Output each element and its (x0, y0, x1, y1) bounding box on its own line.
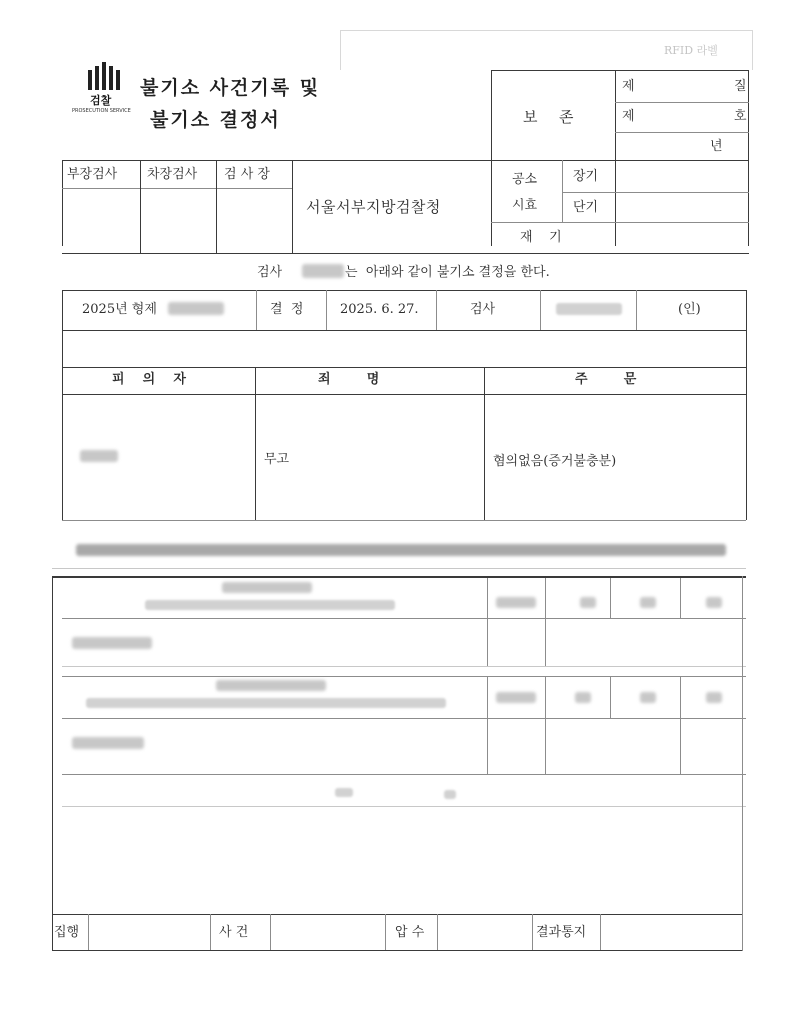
case-number-prefix: 2025년 형제 (82, 302, 157, 317)
footer-col2 (210, 914, 211, 950)
main-table-header-bottom (62, 394, 746, 395)
redacted-col-e (487, 676, 488, 774)
preservation-label: 보 존 (523, 108, 575, 126)
redacted-rule-7 (62, 806, 746, 807)
preservation-top (491, 70, 749, 71)
approval-col2 (216, 160, 217, 253)
case-row-bottom (62, 330, 746, 331)
case-row-top (62, 290, 746, 291)
footer-col7 (600, 914, 601, 950)
footer-bottom (52, 950, 742, 951)
approval-col1 (140, 160, 141, 253)
footer-notice-label: 결과통지 (536, 925, 587, 940)
suspect-name-redacted (80, 450, 118, 462)
footer-col3 (270, 914, 271, 950)
approval-top (62, 160, 749, 161)
case-col1 (256, 290, 257, 330)
form-left-border (62, 160, 63, 246)
footer-top (52, 914, 742, 915)
header-disposition: 주 문 (575, 372, 637, 387)
decision-date: 2025. 6. 27. (340, 302, 419, 317)
statute-label-2: 시효 (512, 198, 538, 213)
footer-seizure-label: 압 수 (395, 925, 425, 940)
redacted-rule-3 (62, 666, 746, 667)
case-number-redacted (168, 302, 224, 315)
decision-label: 결 정 (270, 302, 304, 317)
redacted-header-d (86, 698, 446, 708)
preservation-year-unit: 년 (710, 139, 723, 154)
redacted-cell-6 (575, 692, 591, 703)
footer-col6 (532, 914, 533, 950)
statute-row2 (491, 222, 749, 223)
decision-statement: 는 아래와 같이 불기소 결정을 한다. (345, 265, 550, 280)
redacted-cell-5 (496, 692, 536, 703)
redacted-footnote-a (335, 788, 353, 797)
case-right-border (746, 290, 747, 520)
redacted-cell-1 (496, 597, 536, 608)
redacted-col-f (545, 676, 546, 774)
redacted-header-a (222, 582, 312, 593)
redacted-rule-5 (62, 718, 746, 719)
approval-col3 (292, 160, 293, 253)
preservation-row1 (615, 102, 749, 103)
redacted-item-1 (72, 637, 152, 649)
disposition-value: 혐의없음(증거불충분) (493, 454, 617, 469)
preservation-number-unit: 호 (734, 109, 747, 124)
case-col3 (436, 290, 437, 330)
preservation-row2 (615, 132, 749, 133)
body-right-border (742, 576, 743, 951)
prosecutor-signature-redacted (556, 303, 622, 315)
charge-value: 무고 (264, 452, 290, 467)
prosecutor-label: 검사 (470, 302, 496, 317)
redacted-cell-7 (640, 692, 656, 703)
document-title-line2: 불기소 결정서 (150, 109, 281, 131)
preservation-volume-unit: 질 (734, 79, 747, 94)
preservation-number-label: 제 (622, 109, 635, 124)
footer-execution-label: 집행 (54, 925, 80, 940)
logo-subtitle: PROSECUTION SERVICE (72, 108, 131, 114)
form-right-border (748, 70, 749, 246)
redacted-rule-4 (62, 676, 746, 677)
redacted-col-d (680, 578, 681, 618)
main-table-bottom (62, 520, 746, 521)
statute-row1 (562, 192, 749, 193)
decision-prefix: 검사 (257, 265, 283, 280)
redacted-cell-8 (706, 692, 722, 703)
redacted-header-b (145, 600, 395, 610)
statute-long-label: 장기 (573, 169, 599, 184)
recount-label: 재 기 (520, 230, 562, 245)
approval-header-bottom (62, 188, 292, 189)
footer-col4 (385, 914, 386, 950)
preservation-divider (615, 70, 616, 246)
approval-header-head: 검 사 장 (224, 167, 270, 182)
redacted-summary-line (76, 544, 726, 556)
redacted-header-c (216, 680, 326, 691)
pillars-icon (84, 62, 128, 90)
footer-col1 (88, 914, 89, 950)
header-suspect: 피 의 자 (112, 372, 186, 387)
statute-label-1: 공소 (512, 172, 538, 187)
approval-bottom (62, 253, 749, 254)
office-name: 서울서부지방검찰청 (306, 198, 441, 216)
main-table-col1 (255, 367, 256, 520)
document-title-line1: 불기소 사건기록 및 (140, 77, 321, 99)
redacted-footnote-b (444, 790, 456, 799)
rfid-label: RFID 라벨 (664, 44, 718, 57)
seal-mark: (인) (678, 302, 701, 317)
redacted-cell-2 (580, 597, 596, 608)
approval-header-deputy: 차장검사 (147, 167, 198, 182)
prosecutor-name-redacted (302, 264, 344, 278)
footer-case-label: 사 건 (219, 925, 249, 940)
main-table-col2 (484, 367, 485, 520)
redacted-section-top (52, 576, 746, 578)
redacted-cell-3 (640, 597, 656, 608)
redacted-col-a (487, 578, 488, 666)
prosecution-logo (72, 62, 131, 118)
case-left-border (62, 290, 63, 520)
footer-col5 (437, 914, 438, 950)
preservation-left (491, 70, 492, 246)
approval-header-chief: 부장검사 (67, 167, 118, 182)
redacted-col-c (610, 578, 611, 618)
statute-short-label: 단기 (573, 200, 599, 215)
redacted-col-g (610, 676, 611, 718)
redacted-rule-1 (52, 568, 746, 569)
redacted-col-b (545, 578, 546, 666)
case-col4 (540, 290, 541, 330)
header-charge: 죄 명 (318, 372, 380, 387)
redacted-rule-6 (62, 774, 746, 775)
case-col5 (636, 290, 637, 330)
redacted-item-2 (72, 737, 144, 749)
case-col2 (326, 290, 327, 330)
body-left-border (52, 576, 53, 951)
redacted-col-h (680, 676, 681, 774)
statute-divider (562, 160, 563, 222)
main-table-top (62, 367, 746, 368)
redacted-rule-2 (62, 618, 746, 619)
redacted-cell-4 (706, 597, 722, 608)
preservation-volume-label: 제 (622, 79, 635, 94)
logo-name: 검찰 (90, 94, 112, 107)
